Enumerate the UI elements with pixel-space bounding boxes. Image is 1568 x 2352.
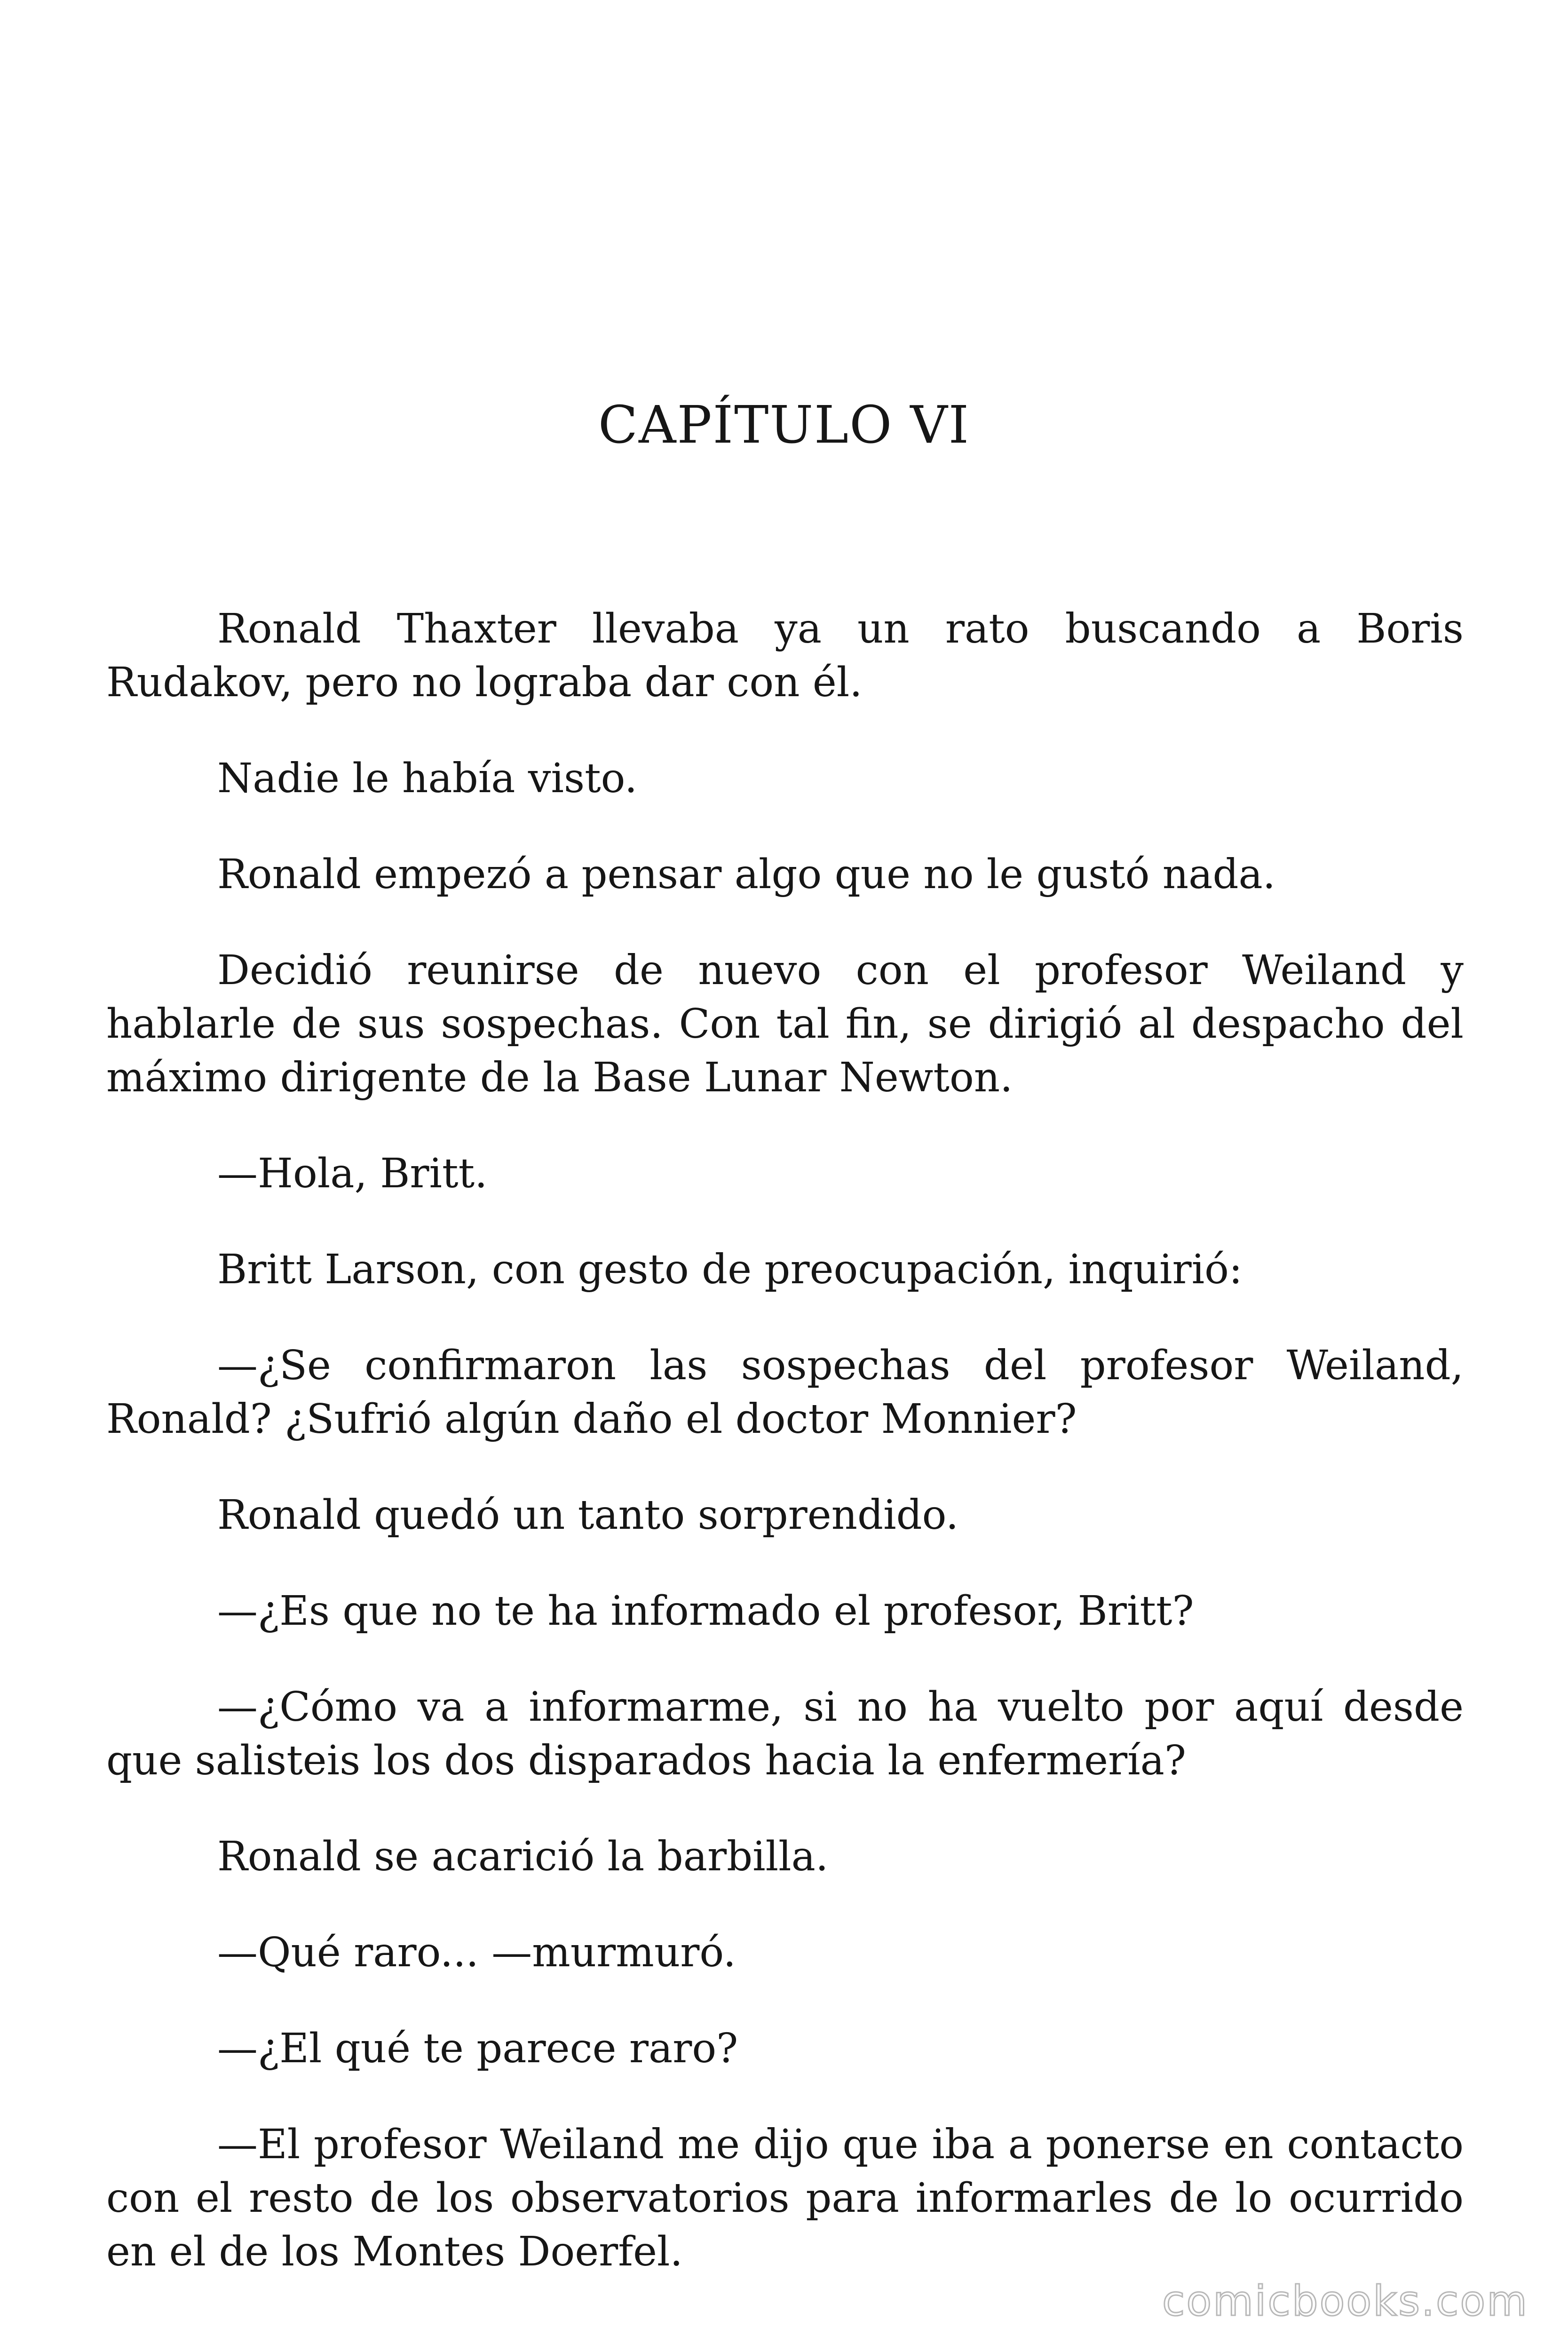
paragraph: —¿Es que no te ha informado el profesor, Britt? (217, 1588, 1194, 1635)
paragraph: Nadie le había visto. (217, 755, 638, 802)
chapter-title: CAPÍTULO VI (598, 395, 970, 455)
paragraph: —¿El qué te parece raro? (217, 2025, 738, 2072)
paragraph: Decidió reunirse de nuevo con el profesor Weiland y hablarle de sus sospechas. Con tal fin, se dirigió al despacho del máximo dirigente de la Base Lunar Newton. (106, 947, 1464, 1101)
paragraph: Ronald quedó un tanto sorprendido. (217, 1492, 959, 1539)
paragraph: Ronald se acarició la barbilla. (217, 1833, 829, 1880)
paragraph: Ronald empezó a pensar algo que no le gustó nada. (217, 851, 1276, 898)
paragraph: —Qué raro... —murmuró. (217, 1929, 736, 1976)
chapter-body (106, 602, 1464, 2321)
paragraph: —El profesor Weiland me dijo que iba a ponerse en contacto con el resto de los observatorios para informarles de lo ocurrido en el de los Montes Doerfel. (106, 2121, 1464, 2275)
paragraph: —¿Cómo va a informarme, si no ha vuelto por aquí desde que salisteis los dos disparados hacia la enfermería? (106, 1684, 1464, 1784)
paragraph: Ronald Thaxter llevaba ya un rato buscando a Boris Rudakov, pero no lograba dar con él. (106, 605, 1464, 706)
paragraph: —¿Se confirmaron las sospechas del profesor Weiland, Ronald? ¿Sufrió algún daño el doctor Monnier? (106, 1342, 1464, 1443)
paragraph: Britt Larson, con gesto de preocupación, inquirió: (217, 1246, 1243, 1293)
site-watermark: comicbooks.com (1162, 2277, 1528, 2325)
paragraph: —Hola, Britt. (217, 1150, 488, 1197)
